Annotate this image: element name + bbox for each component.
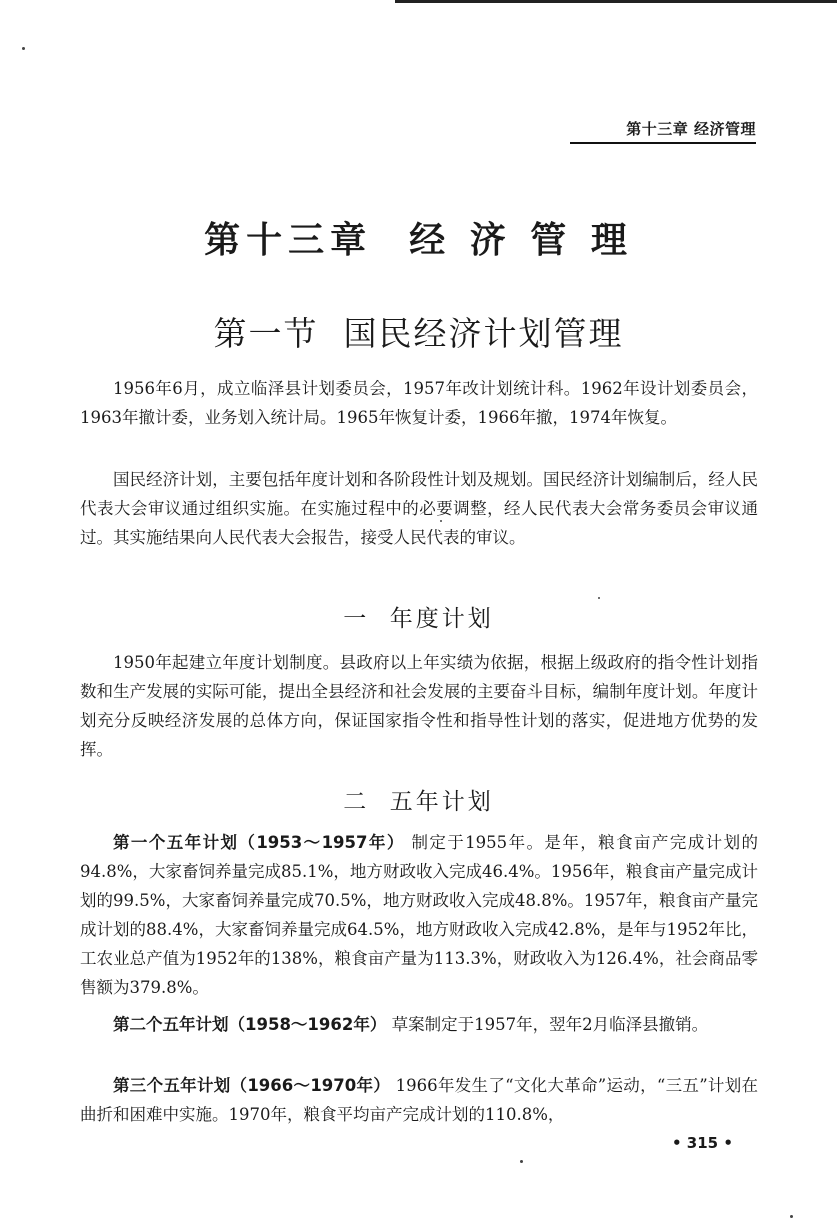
first-plan-term: 第一个五年计划（1953～1957年） xyxy=(113,833,405,852)
annual-plan-paragraph: 1950年起建立年度计划制度。县政府以上年实绩为依据，根据上级政府的指令性计划指数和生产发展的实际可能，提出全县经济和社会发展的主要奋斗目标，编制年度计划。年度计划充分反映经济发展的总体方向，保证国家指令性和指导性计划的落实，促进地方优势的发挥。 xyxy=(80,653,758,759)
running-header: 第十三章 经济管理 xyxy=(626,120,756,138)
second-plan-term: 第二个五年计划（1958～1962年） xyxy=(113,1015,387,1034)
intro-paragraph-2: 国民经济计划，主要包括年度计划和各阶段性计划及规划。国民经济计划编制后，经人民代表大会审议通过组织实施。在实施过程中的必要调整，经人民代表大会常务委员会审议通过。其实施结果向人民代表大会报告，接受人民代表的审议。 xyxy=(80,470,758,547)
third-plan-term: 第三个五年计划（1966～1970年） xyxy=(113,1076,391,1095)
chapter-title: 第十三章 经 济 管 理 xyxy=(204,220,633,261)
scan-speck xyxy=(520,1160,523,1163)
running-header-underline xyxy=(570,142,756,144)
annual-plan-heading: 一 年度计划 xyxy=(343,606,494,632)
section-title: 第一节 国民经济计划管理 xyxy=(213,314,624,353)
first-five-year-plan-paragraph xyxy=(80,828,758,1002)
second-five-year-plan-paragraph xyxy=(80,1010,758,1039)
third-five-year-plan-paragraph xyxy=(80,1071,758,1129)
top-border-line xyxy=(395,0,837,3)
intro-paragraph-1: 1956年6月，成立临泽县计划委员会，1957年改计划统计科。1962年设计划委员会，1963年撤计委，业务划入统计局。1965年恢复计委，1966年撤，1974年恢复。 xyxy=(80,379,758,427)
scan-speck xyxy=(440,520,442,522)
third-plan-text: 1966年发生了“文化大革命”运动，“三五”计划在曲折和困难中实施。1970年，粮食平均亩产完成计划的110.8%， xyxy=(80,1076,758,1124)
first-plan-text: 制定于1955年。是年，粮食亩产完成计划的94.8%，大家畜饲养量完成85.1%，地方财政收入完成46.4%。1956年，粮食亩产量完成计划的99.5%，大家畜饲养量完成70.5%，地方财政收入完成48.8%。1957年，粮食亩产量完成计划的88.4%，大家畜饲养量完成64.5%，地方财政收入完成42.8%，是年与1952年比，工农业总产值为1952年的138%，粮食亩产量为113.3%，财政收入为126.4%，社会商品零售额为379.8%。 xyxy=(80,833,758,997)
scan-speck xyxy=(22,47,25,50)
page-number: • 315 • xyxy=(672,1134,733,1152)
second-plan-text: 草案制定于1957年，翌年2月临泽县撤销。 xyxy=(391,1015,709,1034)
scan-speck xyxy=(790,1215,793,1218)
five-year-plan-heading: 二 五年计划 xyxy=(343,789,494,815)
scan-speck xyxy=(598,597,600,599)
